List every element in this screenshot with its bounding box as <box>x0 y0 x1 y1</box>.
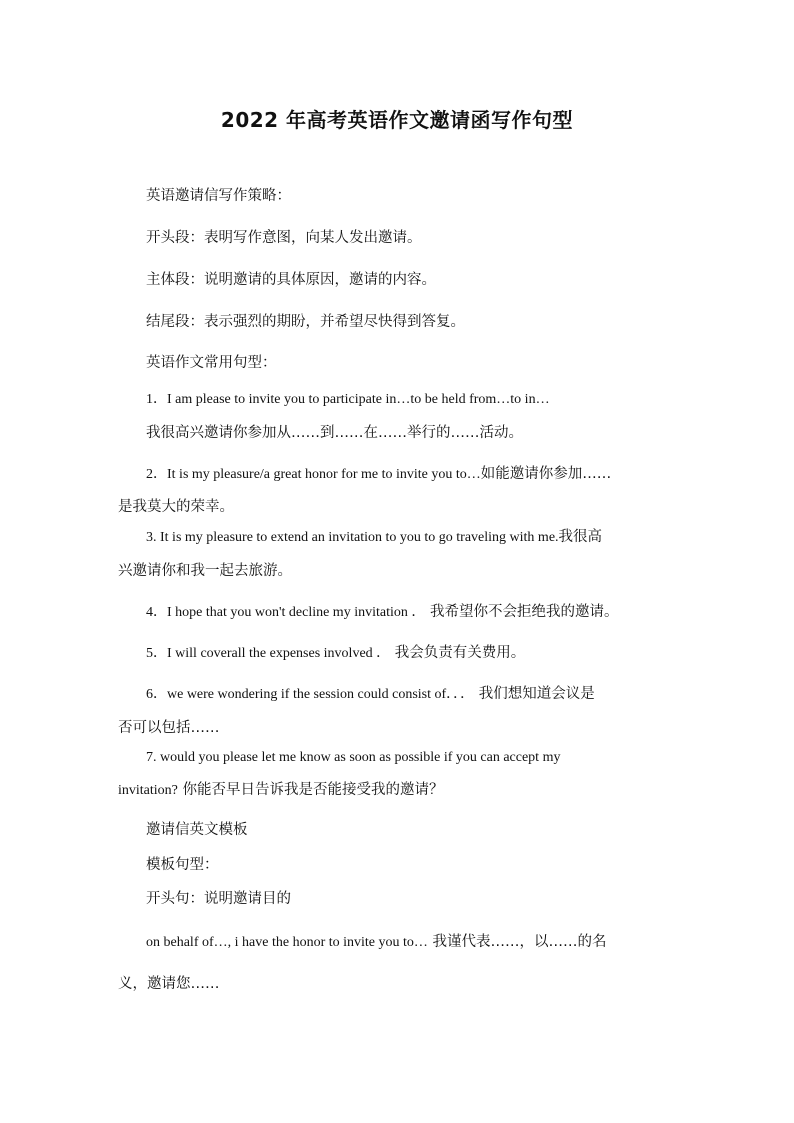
sentence-6-line-1 <box>146 684 595 705</box>
template-heading: 邀请信英文模板 <box>146 822 248 838</box>
sentence-7-chinese: 你能否早日告诉我是否能接受我的邀请？ <box>182 782 444 798</box>
sentence-6-chinese-a: 我们想知道会议是 <box>478 686 595 702</box>
sentence-2-chinese-b: 是我莫大的荣幸。 <box>118 499 234 515</box>
phrases-heading: 英语作文常用句型： <box>146 355 277 371</box>
sentence-7-english-b: invitation? <box>118 783 178 798</box>
opening-sentence-heading: 开头句：说明邀请目的 <box>146 891 291 907</box>
sentence-4-english: 4．I hope that you won't decline my invitation ． <box>146 605 426 620</box>
sentence-3-line-1 <box>146 527 602 548</box>
behalf-line-1 <box>146 932 607 953</box>
sentence-4 <box>146 602 618 623</box>
sentence-2-line-1 <box>146 464 611 485</box>
sentence-7-line-2 <box>118 780 444 801</box>
sentence-7-english-a: 7. would you please let me know as soon as possible if you can accept my <box>146 750 561 765</box>
sentence-6-english: 6．we were wondering if the session could consist of．．． <box>146 687 475 702</box>
document-title: 2022 年高考英语作文邀请函写作句型 <box>220 108 574 132</box>
sentence-5-english: 5．I will coverall the expenses involved ． <box>146 646 391 661</box>
sentence-6-chinese-b: 否可以包括…… <box>118 720 220 736</box>
strategy-opening: 开头段：表明写作意图，向某人发出邀请。 <box>146 230 422 246</box>
strategy-closing: 结尾段：表示强烈的期盼，并希望尽快得到答复。 <box>146 314 465 330</box>
sentence-2-english: 2．It is my pleasure/a great honor for me to invite you to… <box>146 467 481 482</box>
sentence-5-chinese: 我会负责有关费用。 <box>394 645 526 661</box>
strategy-heading: 英语邀请信写作策略： <box>146 188 291 204</box>
sentence-4-chinese: 我希望你不会拒绝我的邀请。 <box>429 604 619 620</box>
sentence-2-chinese-a: 如能邀请你参加…… <box>480 466 612 482</box>
sentence-3-chinese-b: 兴邀请你和我一起去旅游。 <box>118 563 292 579</box>
sentence-3-chinese-a: 我很高 <box>558 529 603 545</box>
strategy-body: 主体段：说明邀请的具体原因，邀请的内容。 <box>146 272 436 288</box>
behalf-chinese-b: 义，邀请您…… <box>118 976 220 992</box>
sentence-3-english: 3. It is my pleasure to extend an invitation to you to go traveling with me. <box>146 530 559 545</box>
behalf-chinese-a: 我谨代表……，以……的名 <box>432 934 607 950</box>
sentence-1-chinese: 我很高兴邀请你参加从……到……在……举行的……活动。 <box>146 425 523 441</box>
sentence-5 <box>146 643 525 664</box>
template-subheading: 模板句型： <box>146 857 219 873</box>
sentence-1-english: 1．I am please to invite you to participate in…to be held from…to in… <box>146 392 550 407</box>
behalf-english: on behalf of…, i have the honor to invite you to… <box>146 935 428 950</box>
